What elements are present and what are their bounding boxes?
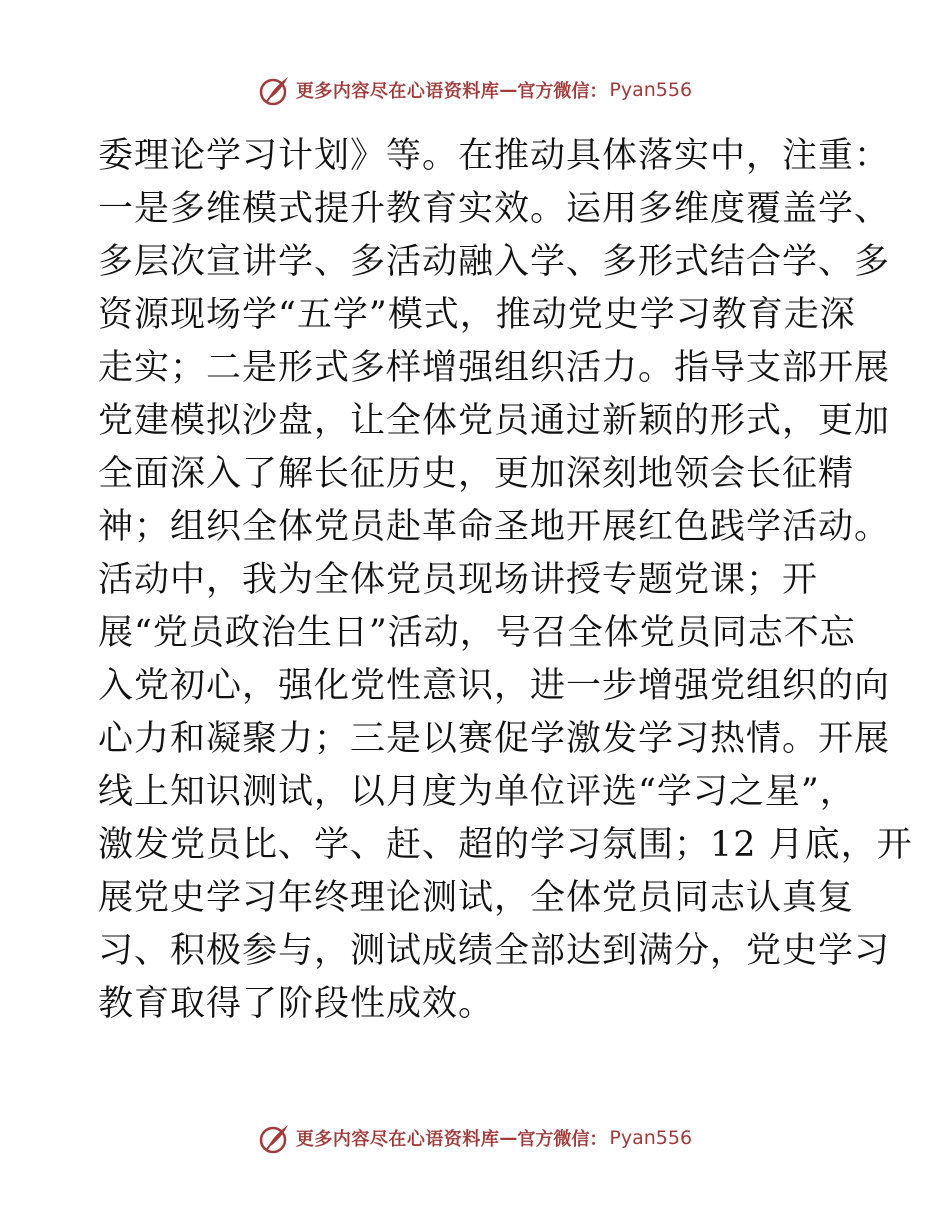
text-line: 习、积极参与，测试成绩全部达到满分，党史学习 <box>98 931 891 971</box>
text-line: 激发党员比、学、赶、超的学习氛围；12 月底，开 <box>98 825 913 865</box>
text-line: 党建模拟沙盘，让全体党员通过新颖的形式，更加 <box>98 401 891 441</box>
text-line: 多层次宣讲学、多活动融入学、多形式结合学、多 <box>98 242 891 282</box>
text-line: 一是多维模式提升教育实效。运用多维度覆盖学、 <box>98 189 891 229</box>
watermark-id: Pyan556 <box>609 79 693 101</box>
watermark-id: Pyan556 <box>609 1127 693 1149</box>
watermark-separator: — <box>499 1127 518 1149</box>
watermark-text: 更多内容尽在心语资料库 <box>295 81 500 102</box>
quill-logo-icon <box>258 1121 292 1155</box>
header-watermark <box>0 68 950 112</box>
text-line: 全面深入了解长征历史，更加深刻地领会长征精 <box>98 454 855 494</box>
text-line: 入党初心，强化党性意识，进一步增强党组织的向 <box>98 666 891 706</box>
text-line: 委理论学习计划》等。在推动具体落实中，注重： <box>98 136 891 176</box>
footer-watermark <box>0 1116 950 1160</box>
text-line: 展党史学习年终理论测试，全体党员同志认真复 <box>98 878 855 918</box>
text-line: 神；组织全体党员赴革命圣地开展红色践学活动。 <box>98 507 891 547</box>
text-line: 展“党员政治生日”活动，号召全体党员同志不忘 <box>98 613 856 653</box>
document-body <box>98 130 913 1031</box>
text-line: 心力和凝聚力；三是以赛促学激发学习热情。开展 <box>98 719 891 759</box>
watermark-label: 官方微信： <box>517 81 608 102</box>
text-line: 走实；二是形式多样增强组织活力。指导支部开展 <box>98 348 891 388</box>
text-line: 资源现场学“五学”模式，推动党史学习教育走深 <box>98 295 856 335</box>
watermark-text: 更多内容尽在心语资料库 <box>295 1129 500 1150</box>
text-line: 线上知识测试，以月度为单位评选“学习之星”， <box>98 772 856 812</box>
watermark-separator: — <box>499 79 518 101</box>
text-line: 教育取得了阶段性成效。 <box>98 984 495 1024</box>
quill-logo-icon <box>258 73 292 107</box>
watermark-label: 官方微信： <box>517 1129 608 1150</box>
text-line: 活动中，我为全体党员现场讲授专题党课；开 <box>98 560 819 600</box>
